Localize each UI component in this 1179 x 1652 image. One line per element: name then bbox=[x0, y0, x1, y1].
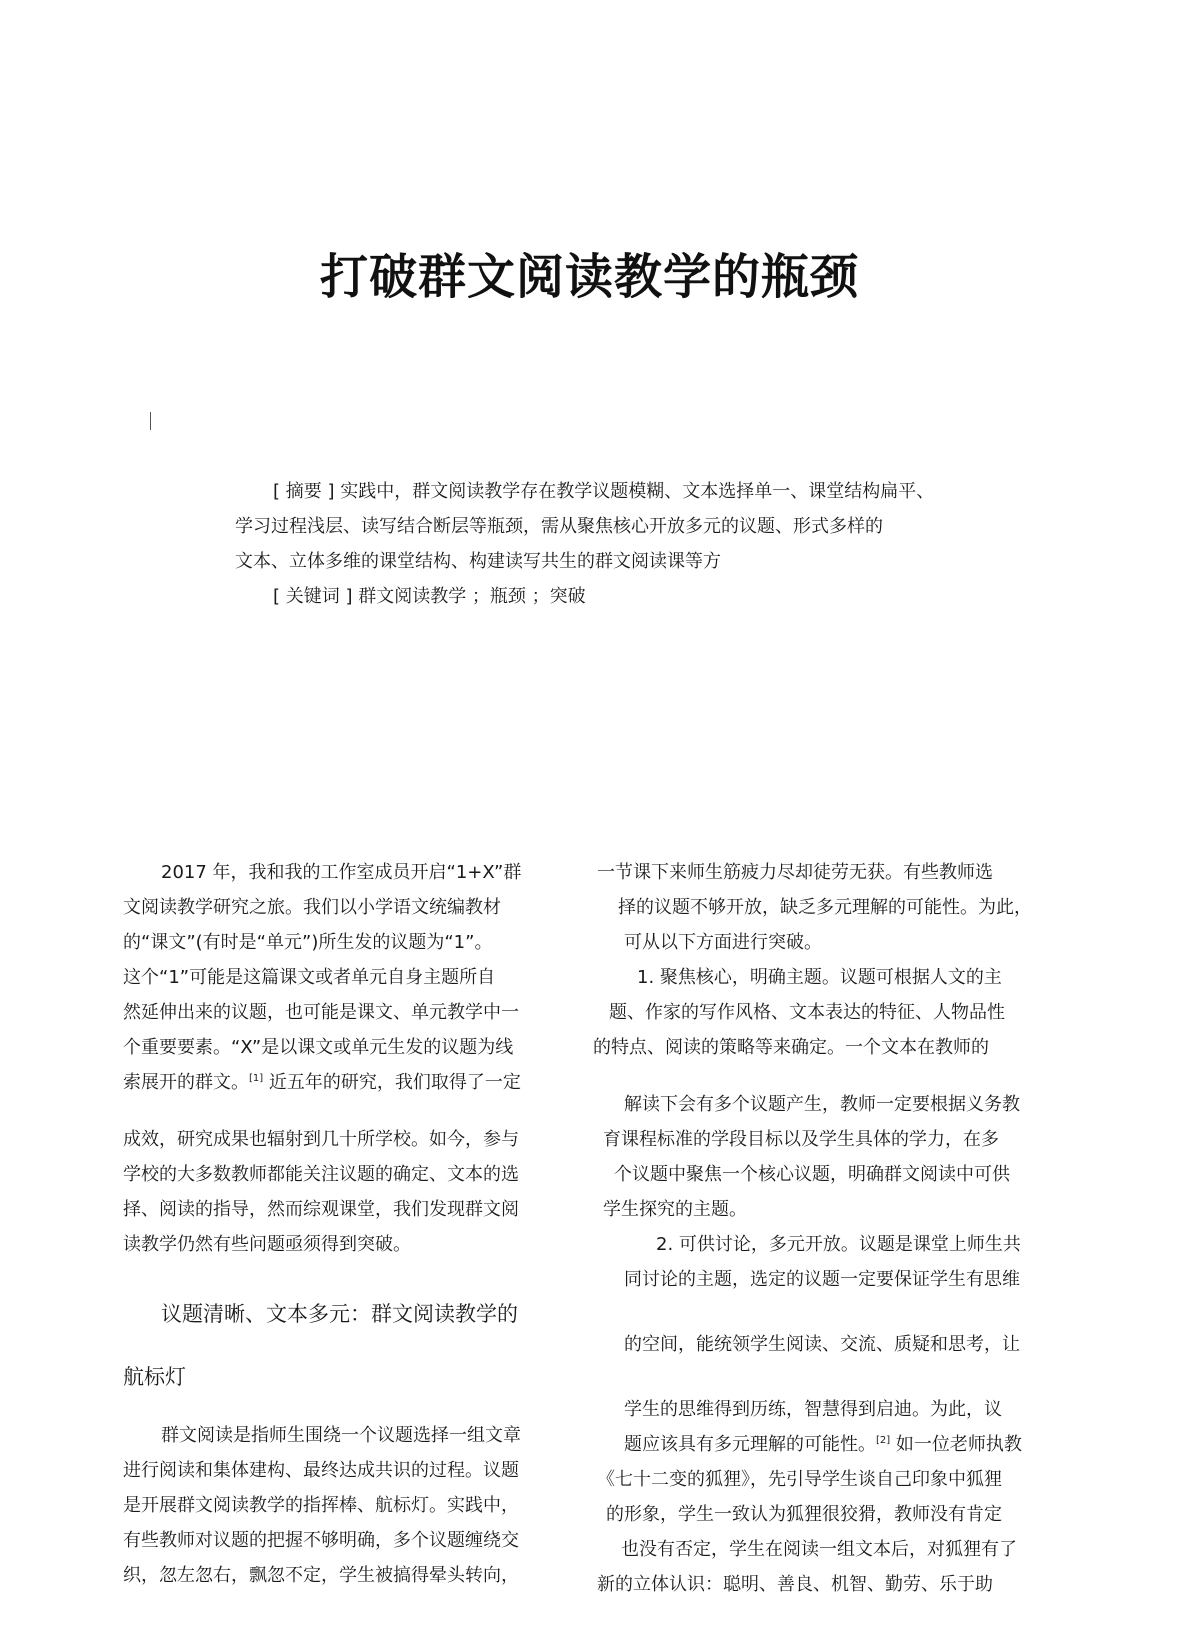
body-line: 也没有否定，学生在阅读一组文本后，对狐狸有了 bbox=[621, 1539, 1017, 1560]
citation-ref: [2] bbox=[876, 1435, 891, 1446]
margin-mark bbox=[150, 412, 151, 430]
body-line: 题、作家的写作风格、文本表达的特征、人物品性 bbox=[609, 1002, 1005, 1023]
body-line bbox=[624, 1427, 1022, 1462]
body-text: 近五年的研究，我们取得了一定 bbox=[263, 1072, 521, 1093]
body-line: 一节课下来师生筋疲力尽却徒劳无获。有些教师选 bbox=[597, 862, 993, 883]
body-line: 可从以下方面进行突破。 bbox=[624, 932, 822, 953]
body-line: 择的议题不够开放，缺乏多元理解的可能性。为此， bbox=[618, 897, 1032, 918]
body-line: 有些教师对议题的把握不够明确，多个议题缠绕交 bbox=[123, 1530, 519, 1551]
section-heading: 议题清晰、文本多元：群文阅读教学的 bbox=[161, 1302, 518, 1326]
body-line: 育课程标准的学段目标以及学生具体的学力，在多 bbox=[603, 1129, 999, 1150]
body-line: 《七十二变的狐狸》，先引导学生谈自己印象中狐狸 bbox=[597, 1469, 1002, 1490]
body-line: 织，忽左忽右，飘忽不定，学生被搞得晕头转向， bbox=[123, 1565, 519, 1586]
body-line: 学校的大多数教师都能关注议题的确定、文本的选 bbox=[123, 1164, 519, 1185]
body-line: 学生探究的主题。 bbox=[603, 1199, 747, 1220]
body-line: 2. 可供讨论，多元开放。议题是课堂上师生共 bbox=[656, 1234, 1021, 1255]
abstract-line-2: 学习过程浅层、读写结合断层等瓶颈，需从聚焦核心开放多元的议题、形式多样的 bbox=[235, 516, 883, 537]
body-line: 成效，研究成果也辐射到几十所学校。如今，参与 bbox=[123, 1129, 519, 1150]
body-line: 1. 聚焦核心，明确主题。议题可根据人文的主 bbox=[637, 967, 1002, 988]
body-line: 这个“1”可能是这篇课文或者单元自身主题所自 bbox=[123, 967, 496, 988]
body-line: 个议题中聚焦一个核心议题，明确群文阅读中可供 bbox=[614, 1164, 1010, 1185]
body-line: 同讨论的主题，选定的议题一定要保证学生有思维 bbox=[624, 1269, 1020, 1290]
abstract-block bbox=[235, 474, 975, 614]
body-line: 择、阅读的指导，然而综观课堂，我们发现群文阅 bbox=[123, 1199, 519, 1220]
body-line: 然延伸出来的议题，也可能是课文、单元教学中一 bbox=[123, 1002, 519, 1023]
body-line: 读教学仍然有些问题亟须得到突破。 bbox=[123, 1234, 411, 1255]
abstract-line-3: 文本、立体多维的课堂结构、构建读写共生的群文阅读课等方 bbox=[235, 551, 721, 572]
citation-ref: [1] bbox=[249, 1073, 264, 1084]
body-line: 的“课文”(有时是“单元”)所生发的议题为“1”。 bbox=[123, 932, 493, 953]
body-line: 解读下会有多个议题产生，教师一定要根据义务教 bbox=[624, 1094, 1020, 1115]
body-text: 题应该具有多元理解的可能性。 bbox=[624, 1434, 876, 1455]
body-line: 的特点、阅读的策略等来确定。一个文本在教师的 bbox=[593, 1037, 989, 1058]
body-text: 如一位老师执教 bbox=[890, 1434, 1022, 1455]
keywords-line: [ 关键词 ] 群文阅读教学 ；瓶颈 ；突破 bbox=[273, 586, 586, 607]
section-heading-cont: 航标灯 bbox=[123, 1365, 186, 1389]
body-line: 个重要要素。“X”是以课文或单元生发的议题为线 bbox=[123, 1037, 514, 1058]
body-line: 群文阅读是指师生围绕一个议题选择一组文章 bbox=[161, 1425, 521, 1446]
body-line bbox=[123, 1065, 521, 1100]
body-line: 的形象，学生一致认为狐狸很狡猾，教师没有肯定 bbox=[606, 1504, 1002, 1525]
body-text: 索展开的群文。 bbox=[123, 1072, 249, 1093]
body-line: 新的立体认识：聪明、善良、机智、勤劳、乐于助 bbox=[597, 1574, 993, 1595]
body-line: 2017 年，我和我的工作室成员开启“1+X”群 bbox=[161, 862, 522, 883]
article-title: 打破群文阅读教学的瓶颈 bbox=[319, 249, 859, 305]
body-line: 的空间，能统领学生阅读、交流、质疑和思考，让 bbox=[624, 1334, 1020, 1355]
body-line: 是开展群文阅读教学的指挥棒、航标灯。实践中， bbox=[123, 1495, 519, 1516]
abstract-line-1: [ 摘要 ] 实践中，群文阅读教学存在教学议题模糊、文本选择单一、课堂结构扁平、 bbox=[273, 481, 935, 502]
body-line: 学生的思维得到历练，智慧得到启迪。为此，议 bbox=[624, 1399, 1002, 1420]
body-line: 文阅读教学研究之旅。我们以小学语文统编教材 bbox=[123, 897, 501, 918]
body-line: 进行阅读和集体建构、最终达成共识的过程。议题 bbox=[123, 1460, 519, 1481]
